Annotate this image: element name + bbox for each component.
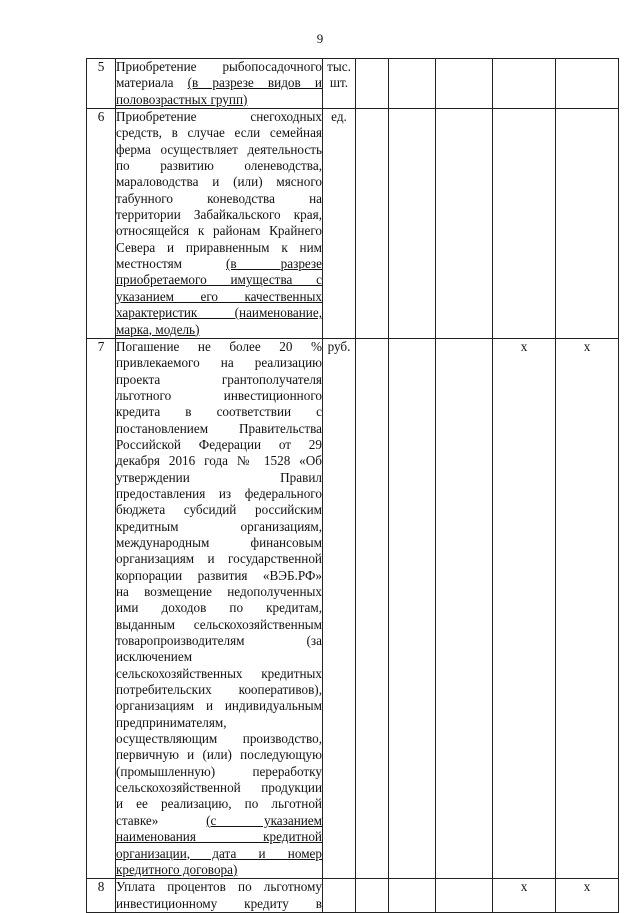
line-underlined-text: кредитного договора) xyxy=(116,861,238,877)
description-line xyxy=(116,223,322,239)
description-line xyxy=(116,633,322,649)
unit-cell xyxy=(323,59,356,109)
description-line xyxy=(116,256,322,272)
row-description xyxy=(116,59,323,109)
description-line xyxy=(116,535,322,551)
line-text: предоставления из федерального xyxy=(116,485,322,501)
table-body xyxy=(87,59,619,913)
line-text: сельскохозяйственных кредитных xyxy=(116,665,322,681)
line-text: территории Забайкальского края, xyxy=(116,207,322,223)
description-line xyxy=(116,355,322,371)
line-text: кредита в соответствии с xyxy=(116,404,322,420)
description-line xyxy=(116,470,322,486)
empty-cell xyxy=(389,879,436,913)
empty-cell xyxy=(436,879,493,913)
row-number: 8 xyxy=(87,879,116,913)
table-row xyxy=(87,59,619,109)
description-line xyxy=(116,519,322,535)
description-line xyxy=(116,322,322,338)
line-underlined-text: наименования кредитной xyxy=(116,829,322,845)
description-line xyxy=(116,764,322,780)
mark-cell xyxy=(493,109,556,339)
line-text: декабря 2016 года № 1528 «Об xyxy=(116,453,322,469)
line-text: корпорации развития «ВЭБ.РФ» xyxy=(116,567,322,583)
description-line xyxy=(116,142,322,158)
description-line xyxy=(116,437,322,453)
row-description xyxy=(116,879,323,913)
description-line xyxy=(116,339,322,355)
line-text: относящейся к районам Крайнего xyxy=(116,223,322,239)
table-row xyxy=(87,338,619,878)
description-line xyxy=(116,421,322,437)
description-line xyxy=(116,715,322,731)
description-line xyxy=(116,453,322,469)
description-line xyxy=(116,75,322,91)
line-text: Приобретение рыбопосадочного xyxy=(116,59,322,74)
empty-cell xyxy=(389,59,436,109)
line-underlined-text: характеристик (наименование, xyxy=(116,305,322,321)
table-row xyxy=(87,879,619,913)
row-number: 6 xyxy=(87,109,116,339)
description-line xyxy=(116,682,322,698)
description-line xyxy=(116,829,322,845)
unit-label: руб. xyxy=(327,338,351,354)
description-line xyxy=(116,125,322,141)
line-text: осуществляющим производство, xyxy=(116,731,322,747)
line-text: местностям xyxy=(116,256,182,272)
mark-cell: х xyxy=(493,338,556,878)
empty-cell xyxy=(356,109,389,339)
line-text: привлекаемого на реализацию xyxy=(116,355,322,371)
mark-cell xyxy=(556,109,619,339)
line-text: потребительских кооперативов), xyxy=(116,682,322,698)
description-line xyxy=(116,174,322,190)
line-text: сельскохозяйственной продукции xyxy=(116,780,322,796)
description-line xyxy=(116,59,322,75)
description-line xyxy=(116,502,322,518)
description-line xyxy=(116,666,322,682)
line-text: (промышленную) переработку xyxy=(116,763,322,779)
line-underlined-text: указанием его качественных xyxy=(116,288,322,304)
description-line xyxy=(116,780,322,796)
empty-cell xyxy=(436,338,493,878)
mark-cell xyxy=(493,59,556,109)
line-text: мараловодства и (или) мясного xyxy=(116,174,322,190)
empty-cell xyxy=(389,338,436,878)
description-line xyxy=(116,551,322,567)
description-line xyxy=(116,584,322,600)
line-text: международным финансовым xyxy=(116,534,322,550)
line-text: ферма осуществляет деятельность xyxy=(116,141,322,157)
line-text: организациям и индивидуальным xyxy=(116,698,322,714)
line-text: материала xyxy=(116,75,174,91)
empty-cell xyxy=(436,109,493,339)
line-underlined-text: организации, дата и номер xyxy=(116,845,322,861)
description-line xyxy=(116,600,322,616)
line-text: товаропроизводителям (за xyxy=(116,633,322,649)
line-text: утверждении Правил xyxy=(116,469,322,485)
line-text: предпринимателям, xyxy=(116,714,227,730)
description-line xyxy=(116,731,322,747)
description-line xyxy=(116,896,322,912)
description-line xyxy=(116,698,322,714)
mark-cell: х xyxy=(556,879,619,913)
description-line xyxy=(116,846,322,862)
description-line xyxy=(116,617,322,633)
description-line xyxy=(116,796,322,812)
line-underlined-text: приобретаемого имущества с xyxy=(116,272,322,288)
line-text: Приобретение снегоходных xyxy=(116,109,322,125)
description-line xyxy=(116,207,322,223)
description-line xyxy=(116,92,322,108)
empty-cell xyxy=(356,59,389,109)
empty-cell xyxy=(436,59,493,109)
line-text: на возмещение недополученных xyxy=(116,584,322,599)
empty-cell xyxy=(356,879,389,913)
mark-cell: х xyxy=(493,879,556,913)
description-line xyxy=(116,486,322,502)
line-text: Российской Федерации от 29 xyxy=(116,436,322,452)
description-line xyxy=(116,568,322,584)
line-text: инвестиционному кредиту в xyxy=(116,895,322,911)
line-text: ими доходов по кредитам, xyxy=(116,600,322,616)
line-text: организациям и государственной xyxy=(116,551,322,567)
description-line xyxy=(116,372,322,388)
line-underlined-text: (в разрезе видов и xyxy=(187,75,322,91)
line-text: ставке» xyxy=(116,812,159,828)
line-text: льготного инвестиционного xyxy=(116,387,322,403)
description-line xyxy=(116,862,322,878)
description-line xyxy=(116,191,322,207)
empty-cell xyxy=(356,338,389,878)
description-line xyxy=(116,305,322,321)
description-line xyxy=(116,240,322,256)
line-underlined-text: (в разрезе xyxy=(226,256,322,272)
line-text: проекта грантополучателя xyxy=(116,371,322,387)
description-line xyxy=(116,649,322,665)
empty-cell xyxy=(389,109,436,339)
unit-label: шт. xyxy=(329,75,349,91)
line-text: бюджета субсидий российским xyxy=(116,502,322,518)
row-number: 5 xyxy=(87,59,116,109)
page-number: 9 xyxy=(316,31,324,46)
line-text: Севера и приравненным к ним xyxy=(116,239,322,255)
description-line xyxy=(116,879,322,895)
description-line xyxy=(116,158,322,174)
row-description xyxy=(116,338,323,878)
description-line xyxy=(116,272,322,288)
mark-cell: х xyxy=(556,338,619,878)
line-text: Погашение не более 20 % xyxy=(116,338,322,354)
line-text: кредитным организациям, xyxy=(116,518,322,534)
line-text: табунного коневодства на xyxy=(116,190,322,206)
line-underlined-text: половозрастных групп) xyxy=(116,91,248,107)
description-line xyxy=(116,388,322,404)
description-line xyxy=(116,747,322,763)
line-text: по развитию оленеводства, xyxy=(116,158,322,174)
line-underlined-text: (с указанием xyxy=(206,812,322,828)
unit-cell xyxy=(323,338,356,878)
line-text: выданным сельскохозяйственным xyxy=(116,616,322,632)
unit-label: тыс. xyxy=(327,59,351,74)
mark-cell xyxy=(556,59,619,109)
description-line xyxy=(116,813,322,829)
line-text: и ее реализацию, по льготной xyxy=(116,796,322,812)
description-line xyxy=(116,289,322,305)
line-text: Уплата процентов по льготному xyxy=(116,879,322,895)
line-text: исключением xyxy=(116,649,193,665)
unit-cell xyxy=(323,879,356,913)
row-number: 7 xyxy=(87,338,116,878)
line-text: постановлением Правительства xyxy=(116,420,322,436)
unit-label: ед. xyxy=(331,109,347,125)
line-underlined-text: марка, модель) xyxy=(116,321,200,337)
row-description xyxy=(116,109,323,339)
description-line xyxy=(116,404,322,420)
table-row xyxy=(87,109,619,339)
unit-cell xyxy=(323,109,356,339)
activities-table xyxy=(86,58,619,913)
line-text: средств, в случае если семейная xyxy=(116,125,322,141)
description-line xyxy=(116,109,322,125)
line-text: первичную и (или) последующую xyxy=(116,747,322,763)
